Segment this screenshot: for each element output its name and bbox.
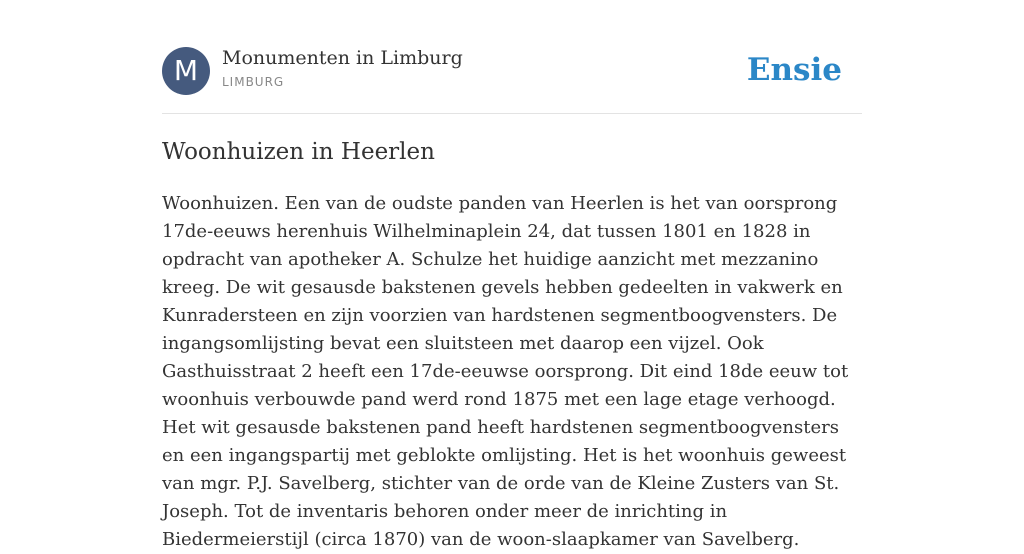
article-body: Woonhuizen. Een van de oudste panden van Heerlen is het van oorsprong 17de-eeuws herenhuis Wilhelminaplein 24, dat tussen 1801 en 1828 in opdracht van apotheker A. Schulze het huidige aanzicht met mezzanino kreeg. De wit gesausde bakstenen gevels hebben gedeelten in vakwerk en Kunradersteen en zijn voorzien van hardstenen segmentboogvensters. De ingangsomlijsting bevat een sluitsteen met daarop een vijzel. Ook Gasthuisstraat 2 heeft een 17de-eeuwse oorsprong. Dit eind 18de eeuw tot woonhuis verbouwde pand werd rond 1875 met een lage etage verhoogd. Het wit gesausde bakstenen pand heeft hardstenen segmentboogvensters en een ingangspartij met geblokte omlijsting. Het is het woonhuis geweest van mgr. P.J. Savelberg, stichter van de orde van de Kleine Zusters van St. Joseph. Tot de inventaris behoren onder meer de inrichting in Biedermeierstijl (circa 1870) van de woon-slaapkamer van Savelberg.: [162, 193, 849, 550]
publication-subtitle[interactable]: LIMBURG: [222, 75, 285, 89]
divider: [162, 113, 862, 114]
article-title: Woonhuizen in Heerlen: [162, 139, 435, 165]
page: [162, 0, 862, 550]
avatar[interactable]: M: [162, 47, 210, 95]
header: [162, 46, 862, 96]
publication-title[interactable]: Monumenten in Limburg: [222, 47, 463, 69]
brand-logo[interactable]: Ensie: [746, 52, 842, 88]
